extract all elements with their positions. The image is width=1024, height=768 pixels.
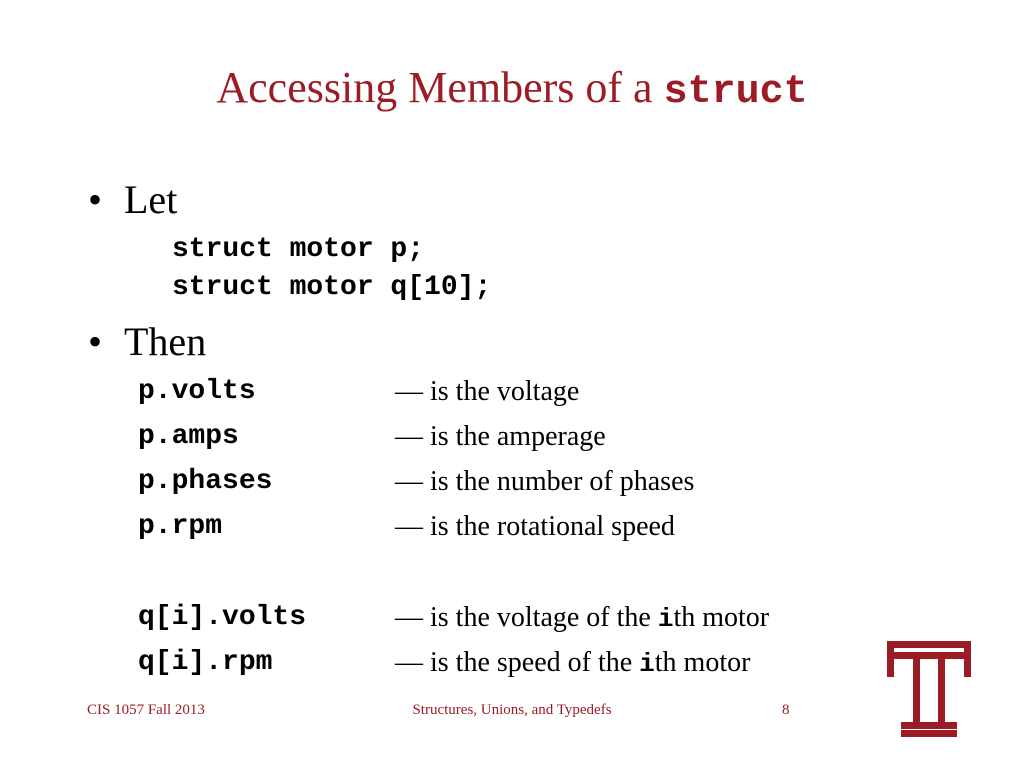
- member-name: p.phases: [138, 466, 273, 497]
- member-name: p.rpm: [138, 511, 223, 542]
- member-description: [395, 645, 750, 682]
- member-name: q[i].volts: [138, 602, 307, 633]
- bullet-let-label: Let: [124, 177, 178, 222]
- bullet-let: [88, 178, 177, 222]
- member-description: — is the number of phases: [395, 466, 695, 497]
- member-name: p.volts: [138, 376, 256, 407]
- slide-title-text: Accessing Members of a: [216, 63, 664, 112]
- member-description: — is the rotational speed: [395, 511, 675, 542]
- description-text: — is the voltage of the: [395, 602, 658, 633]
- member-description: — is the voltage: [395, 376, 580, 407]
- member-name: p.amps: [138, 421, 239, 452]
- temple-t-logo-icon: [887, 641, 971, 737]
- bullet-then-label: Then: [124, 319, 207, 364]
- description-index-code: i: [639, 649, 655, 679]
- member-name: q[i].rpm: [138, 647, 273, 678]
- member-description: [395, 600, 769, 637]
- bullet-then: [88, 320, 206, 364]
- description-suffix: th motor: [654, 647, 751, 678]
- slide-title: [0, 62, 1024, 115]
- code-line-1: struct motor p;: [172, 234, 425, 265]
- footer-topic: Structures, Unions, and Typedefs: [412, 702, 612, 718]
- code-line-2: struct motor q[10];: [172, 272, 492, 303]
- slide-title-code: struct: [663, 70, 808, 115]
- description-suffix: th motor: [673, 602, 770, 633]
- page-number: 8: [782, 702, 790, 718]
- footer-course: CIS 1057 Fall 2013: [87, 702, 205, 718]
- member-description: — is the amperage: [395, 421, 606, 452]
- description-text: — is the speed of the: [395, 647, 640, 678]
- bullet-dot: •: [88, 319, 103, 364]
- description-index-code: i: [657, 604, 674, 634]
- bullet-dot: •: [88, 177, 103, 222]
